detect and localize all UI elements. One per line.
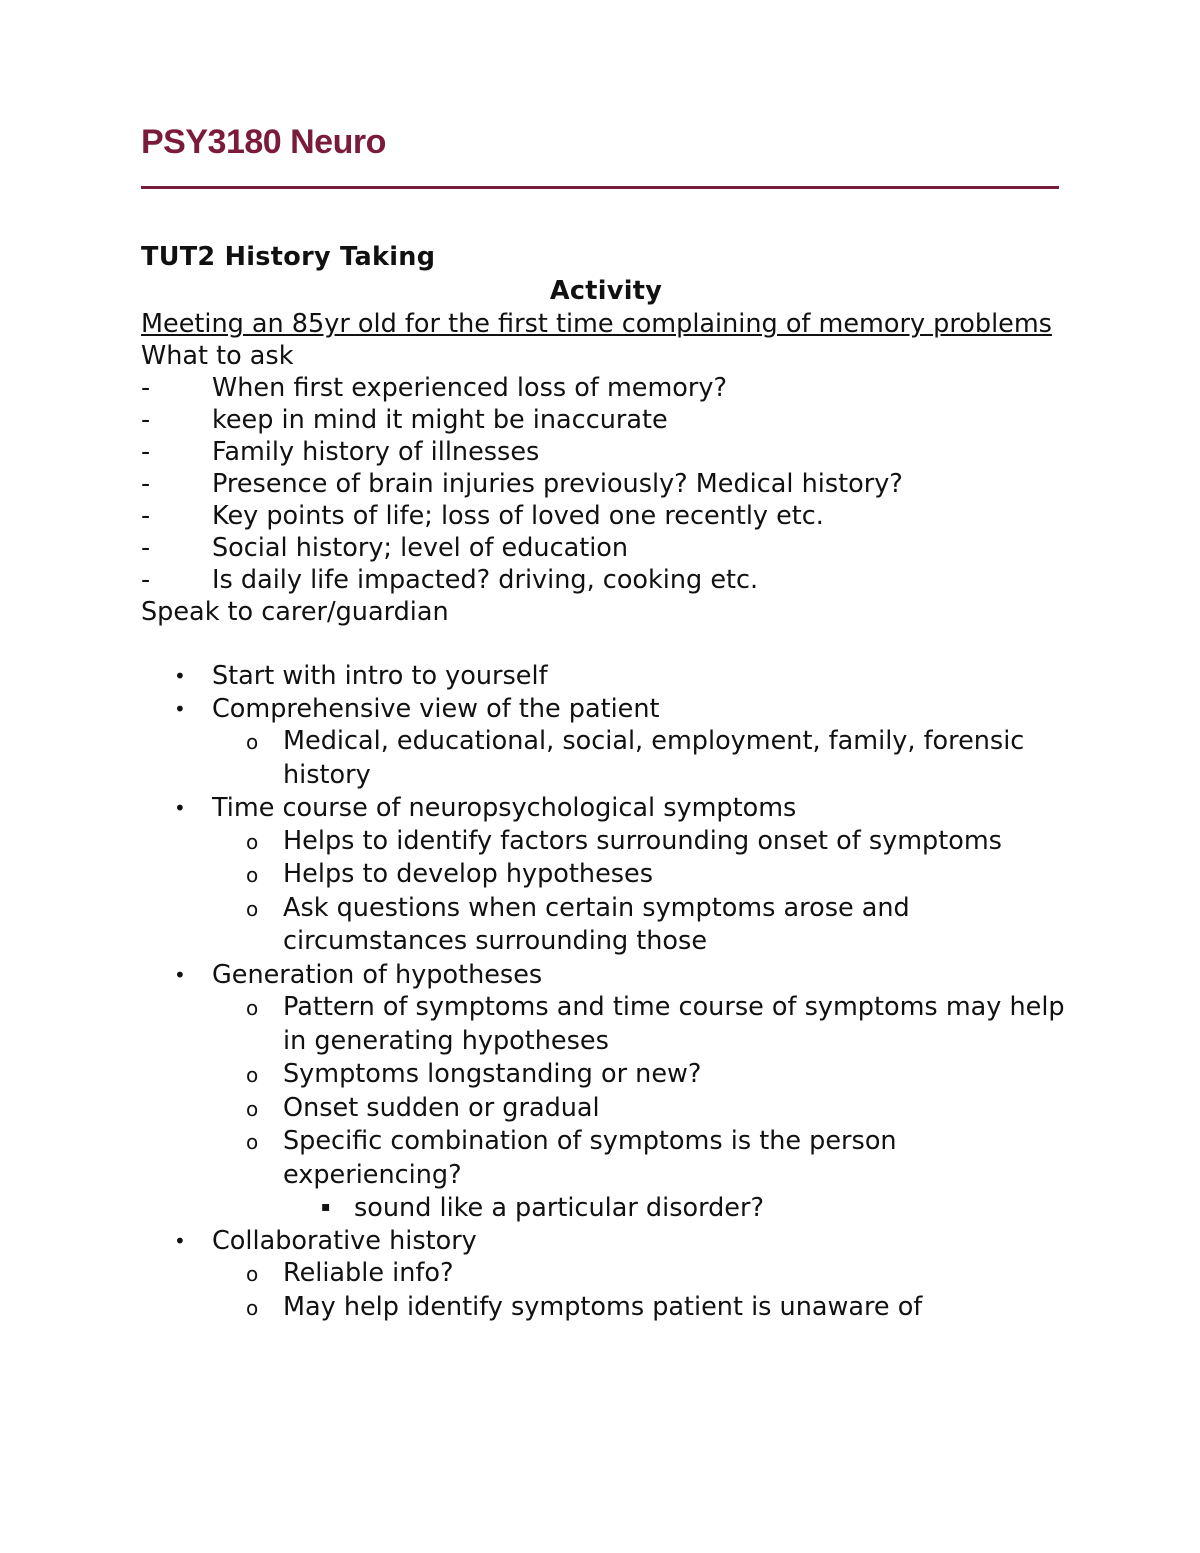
sub-list [212, 991, 1071, 1225]
bullet-item [141, 959, 1071, 1225]
what-to-ask-list [141, 372, 1071, 596]
sub-list-text: Specific combination of symptoms is the person experiencing? [283, 1126, 897, 1190]
circle-bullet-icon: o [246, 1262, 259, 1286]
list-item [141, 564, 1071, 596]
list-item-text: keep in mind it might be inaccurate [212, 405, 668, 435]
sub-list [212, 825, 1071, 959]
bullet-item [141, 660, 1071, 693]
sub-list-text: May help identify symptoms patient is unaware of [283, 1291, 923, 1322]
sub-list-item [212, 1058, 1071, 1092]
circle-bullet-icon: o [246, 996, 259, 1020]
what-to-ask-label: What to ask [141, 341, 294, 371]
circle-bullet-icon: o [246, 730, 259, 754]
list-item [141, 532, 1071, 564]
bullet-list [141, 660, 1071, 1324]
sub-list-text: Reliable info? [283, 1258, 454, 1288]
dash-marker: - [141, 533, 151, 563]
bullet-dot-icon: • [174, 696, 186, 721]
bullet-dot-icon: • [174, 664, 186, 688]
dash-marker: - [141, 437, 151, 467]
dash-marker: - [141, 373, 151, 403]
circle-bullet-icon: o [246, 1295, 259, 1320]
sub-list-item [212, 1257, 1071, 1291]
dash-marker: - [141, 565, 151, 595]
square-bullet-icon: ▪ [321, 1199, 331, 1215]
list-item-text: Presence of brain injuries previously? Medical history? [212, 469, 903, 499]
sub-list-text: Ask questions when certain symptoms arose and circumstances surrounding those [283, 892, 910, 956]
sub-list-text: Pattern of symptoms and time course of symptoms may help in generating hypotheses [283, 992, 1065, 1056]
activity-heading: Activity [549, 276, 663, 306]
sub-list [212, 725, 1071, 792]
list-item [141, 436, 1071, 468]
bullet-item [141, 1225, 1071, 1325]
sub-list-item [212, 1291, 1071, 1325]
document-title: PSY3180 Neuro [141, 123, 386, 161]
sub-list-item [212, 1125, 1071, 1225]
dash-marker: - [141, 405, 151, 435]
list-item-text: When first experienced loss of memory? [212, 373, 728, 403]
bullet-dot-icon: • [174, 1228, 186, 1253]
circle-bullet-icon: o [246, 863, 259, 887]
sub-list-text: Onset sudden or gradual [283, 1092, 600, 1123]
bullet-text: Comprehensive view of the patient [212, 693, 660, 724]
sub-list-text: Helps to identify factors surrounding onset of symptoms [283, 825, 1002, 856]
circle-bullet-icon: o [246, 829, 259, 854]
sub-list [212, 1257, 1071, 1324]
speak-to-label: Speak to carer/guardian [141, 597, 449, 627]
circle-bullet-icon: o [246, 1096, 259, 1121]
list-item [141, 468, 1071, 500]
scenario-text: Meeting an 85yr old for the first time complaining of memory problems [141, 309, 1052, 339]
sub-list-item [212, 825, 1071, 859]
sub-sub-list-text: sound like a particular disorder? [354, 1193, 765, 1223]
sub-list-item [212, 1092, 1071, 1126]
list-item-text: Is daily life impacted? driving, cooking etc. [212, 565, 759, 595]
list-item [141, 404, 1071, 436]
sub-list-item [212, 858, 1071, 892]
list-item [141, 500, 1071, 532]
dash-marker: - [141, 501, 151, 531]
bullet-item [141, 792, 1071, 959]
sub-list-item [212, 892, 1071, 959]
section-heading: TUT2 History Taking [141, 242, 436, 272]
sub-list-item [212, 725, 1071, 792]
bullet-text: Collaborative history [212, 1225, 477, 1256]
bullet-text: Generation of hypotheses [212, 959, 543, 990]
bullet-item [141, 693, 1071, 793]
list-item-text: Key points of life; loss of loved one recently etc. [212, 501, 824, 531]
sub-list-text: Helps to develop hypotheses [283, 859, 654, 889]
list-item-text: Family history of illnesses [212, 437, 540, 467]
bullet-dot-icon: • [174, 962, 186, 987]
circle-bullet-icon: o [246, 896, 259, 921]
bullet-dot-icon: • [174, 796, 186, 820]
sub-sub-list [283, 1192, 1071, 1225]
sub-list-text: Medical, educational, social, employment, family, forensic history [283, 726, 1025, 790]
document-body [141, 240, 1071, 1324]
list-item-text: Social history; level of education [212, 533, 629, 563]
circle-bullet-icon: o [246, 1063, 259, 1087]
title-divider [141, 186, 1059, 189]
list-item [141, 372, 1071, 404]
bullet-text: Start with intro to yourself [212, 661, 548, 691]
circle-bullet-icon: o [246, 1130, 259, 1154]
sub-list-text: Symptoms longstanding or new? [283, 1059, 702, 1089]
blank-line [141, 628, 1071, 660]
bullet-text: Time course of neuropsychological symptoms [212, 793, 797, 823]
sub-list-item [212, 991, 1071, 1058]
sub-sub-list-item [283, 1192, 1071, 1225]
dash-marker: - [141, 469, 151, 499]
